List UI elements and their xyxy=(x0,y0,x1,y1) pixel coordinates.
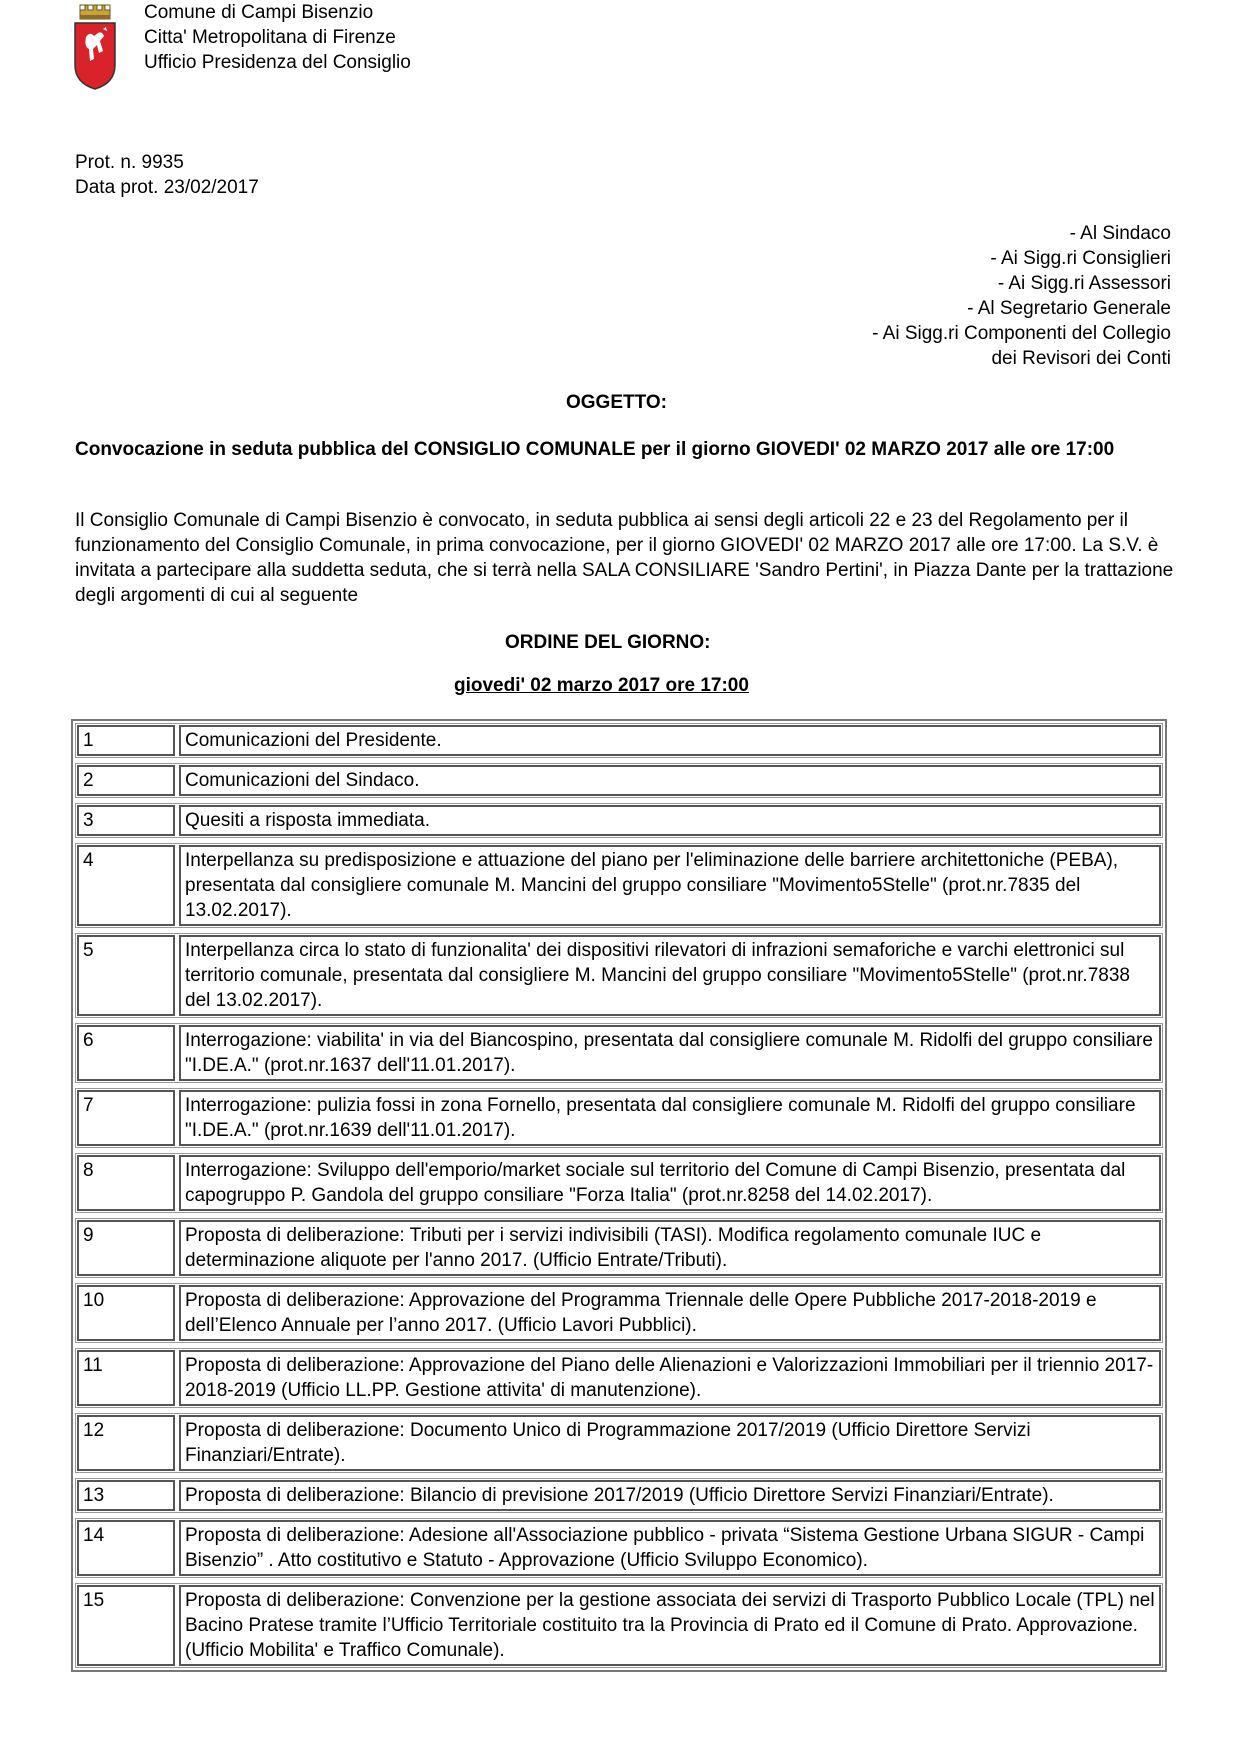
agenda-item-text: Proposta di deliberazione: Approvazione del Programma Triennale delle Opere Pubbliche 2017-2018-2019 e dell’Elenco Annuale per l’anno 2017. (Ufficio Lavori Pubblici). xyxy=(179,1285,1161,1341)
letterhead xyxy=(144,0,411,75)
table-row xyxy=(75,1088,1163,1148)
table-row xyxy=(75,1348,1163,1408)
agenda-item-text: Interpellanza circa lo stato di funzionalita' dei dispositivi rilevatori di infrazioni semaforiche e varchi elettronici sul territorio comunale, presentata dal consigliere M. Mancini del gruppo consiliare "Movimento5Stelle" (prot.nr.7838 del 13.02.2017). xyxy=(179,935,1161,1016)
agenda-item-number: 3 xyxy=(77,805,175,836)
recipient-item: - Al Segretario Generale xyxy=(967,298,1171,319)
agenda-item-number: 7 xyxy=(77,1090,175,1146)
municipal-crest-icon xyxy=(72,3,118,90)
agenda-item-text: Interrogazione: viabilita' in via del Biancospino, presentata dal consigliere comunale M. Ridolfi del gruppo consiliare "I.DE.A." (prot.nr.1637 dell'11.01.2017). xyxy=(179,1025,1161,1081)
session-date: giovedi' 02 marzo 2017 ore 17:00 xyxy=(454,675,749,696)
table-row xyxy=(75,1583,1163,1668)
agenda-item-number: 5 xyxy=(77,935,175,1016)
agenda-item-number: 2 xyxy=(77,765,175,796)
agenda-item-number: 6 xyxy=(77,1025,175,1081)
table-row xyxy=(75,933,1163,1018)
agenda-title: ORDINE DEL GIORNO: xyxy=(505,632,711,653)
agenda-item-number: 10 xyxy=(77,1285,175,1341)
table-row xyxy=(75,1023,1163,1083)
agenda-item-number: 1 xyxy=(77,725,175,756)
agenda-item-number: 12 xyxy=(77,1415,175,1471)
table-row xyxy=(75,763,1163,798)
agenda-item-text: Interrogazione: Sviluppo dell'emporio/market sociale sul territorio del Comune di Campi Bisenzio, presentata dal capogruppo P. Gandola del gruppo consiliare "Forza Italia" (prot.nr.8258 del 14.02.2017). xyxy=(179,1155,1161,1211)
intro-paragraph: Il Consiglio Comunale di Campi Bisenzio è convocato, in seduta pubblica ai sensi degli articoli 22 e 23 del Regolamento per il funzionamento del Consiglio Comunale, in prima convocazione, per il giorno GIOVEDI' 02 MARZO 2017 alle ore 17:00. La S.V. è invitata a partecipare alla suddetta seduta, che si terrà nella SALA CONSILIARE 'Sandro Pertini', in Piazza Dante per la trattazione degli argomenti di cui al seguente xyxy=(75,510,1174,606)
recipient-item: - Ai Sigg.ri Assessori xyxy=(997,273,1171,294)
agenda-item-number: 13 xyxy=(77,1480,175,1511)
table-row xyxy=(75,1518,1163,1578)
table-row xyxy=(75,1478,1163,1513)
municipality-name: Comune di Campi Bisenzio xyxy=(144,2,374,23)
table-row xyxy=(75,1283,1163,1343)
agenda-item-text: Comunicazioni del Sindaco. xyxy=(179,765,1161,796)
recipient-item: dei Revisori dei Conti xyxy=(991,348,1171,369)
agenda-item-text: Proposta di deliberazione: Documento Unico di Programmazione 2017/2019 (Ufficio Direttore Servizi Finanziari/Entrate). xyxy=(179,1415,1161,1471)
agenda-item-number: 14 xyxy=(77,1520,175,1576)
table-row xyxy=(75,1218,1163,1278)
recipient-item: - Ai Sigg.ri Componenti del Collegio xyxy=(872,323,1171,344)
metropolitan-city: Citta' Metropolitana di Firenze xyxy=(144,27,396,48)
table-row xyxy=(75,843,1163,928)
agenda-item-number: 8 xyxy=(77,1155,175,1211)
agenda-item-text: Proposta di deliberazione: Tributi per i servizi indivisibili (TASI). Modifica regolamento comunale IUC e determinazione aliquote per l'anno 2017. (Ufficio Entrate/Tributi). xyxy=(179,1220,1161,1276)
subject-label: OGGETTO: xyxy=(566,392,667,413)
agenda-item-text: Proposta di deliberazione: Convenzione per la gestione associata dei servizi di Trasporto Pubblico Locale (TPL) nel Bacino Pratese tramite l’Ufficio Territoriale costituito tra la Provincia di Prato ed il Comune di Prato. Approvazione.(Ufficio Mobilita' e Traffico Comunale). xyxy=(179,1585,1161,1666)
agenda-item-text: Proposta di deliberazione: Approvazione del Piano delle Alienazioni e Valorizzazioni Immobiliari per il triennio 2017-2018-2019 (Ufficio LL.PP. Gestione attivita' di manutenzione). xyxy=(179,1350,1161,1406)
agenda-item-text: Proposta di deliberazione: Adesione all'Associazione pubblico - privata “Sistema Gestione Urbana SIGUR - Campi Bisenzio” . Atto costitutivo e Statuto - Approvazione (Ufficio Sviluppo Economico). xyxy=(179,1520,1161,1576)
agenda-item-text: Proposta di deliberazione: Bilancio di previsione 2017/2019 (Ufficio Direttore Servizi Finanziari/Entrate). xyxy=(179,1480,1161,1511)
table-row xyxy=(75,803,1163,838)
protocol-block xyxy=(75,150,259,200)
protocol-date: Data prot. 23/02/2017 xyxy=(75,177,259,198)
agenda-item-text: Interrogazione: pulizia fossi in zona Fornello, presentata dal consigliere comunale M. Ridolfi del gruppo consiliare "I.DE.A." (prot.nr.1639 dell'11.01.2017). xyxy=(179,1090,1161,1146)
agenda-item-number: 11 xyxy=(77,1350,175,1406)
agenda-item-number: 15 xyxy=(77,1585,175,1666)
table-row xyxy=(75,723,1163,758)
agenda-item-text: Comunicazioni del Presidente. xyxy=(179,725,1161,756)
subject-text: Convocazione in seduta pubblica del CONSIGLIO COMUNALE per il giorno GIOVEDI' 02 MARZO 2017 alle ore 17:00 xyxy=(75,439,1115,460)
table-row xyxy=(75,1153,1163,1213)
recipient-item: - Ai Sigg.ri Consiglieri xyxy=(990,248,1171,269)
agenda-item-text: Quesiti a risposta immediata. xyxy=(179,805,1161,836)
protocol-number: Prot. n. 9935 xyxy=(75,152,184,173)
agenda-item-number: 9 xyxy=(77,1220,175,1276)
agenda-item-text: Interpellanza su predisposizione e attuazione del piano per l'eliminazione delle barriere architettoniche (PEBA), presentata dal consigliere comunale M. Mancini del gruppo consiliare "Movimento5Stelle" (prot.nr.7835 del 13.02.2017). xyxy=(179,845,1161,926)
recipients-list xyxy=(471,221,1171,371)
agenda-item-number: 4 xyxy=(77,845,175,926)
recipient-item: - Al Sindaco xyxy=(1069,223,1171,244)
table-row xyxy=(75,1413,1163,1473)
office-name: Ufficio Presidenza del Consiglio xyxy=(144,52,411,73)
agenda-table xyxy=(71,719,1167,1672)
